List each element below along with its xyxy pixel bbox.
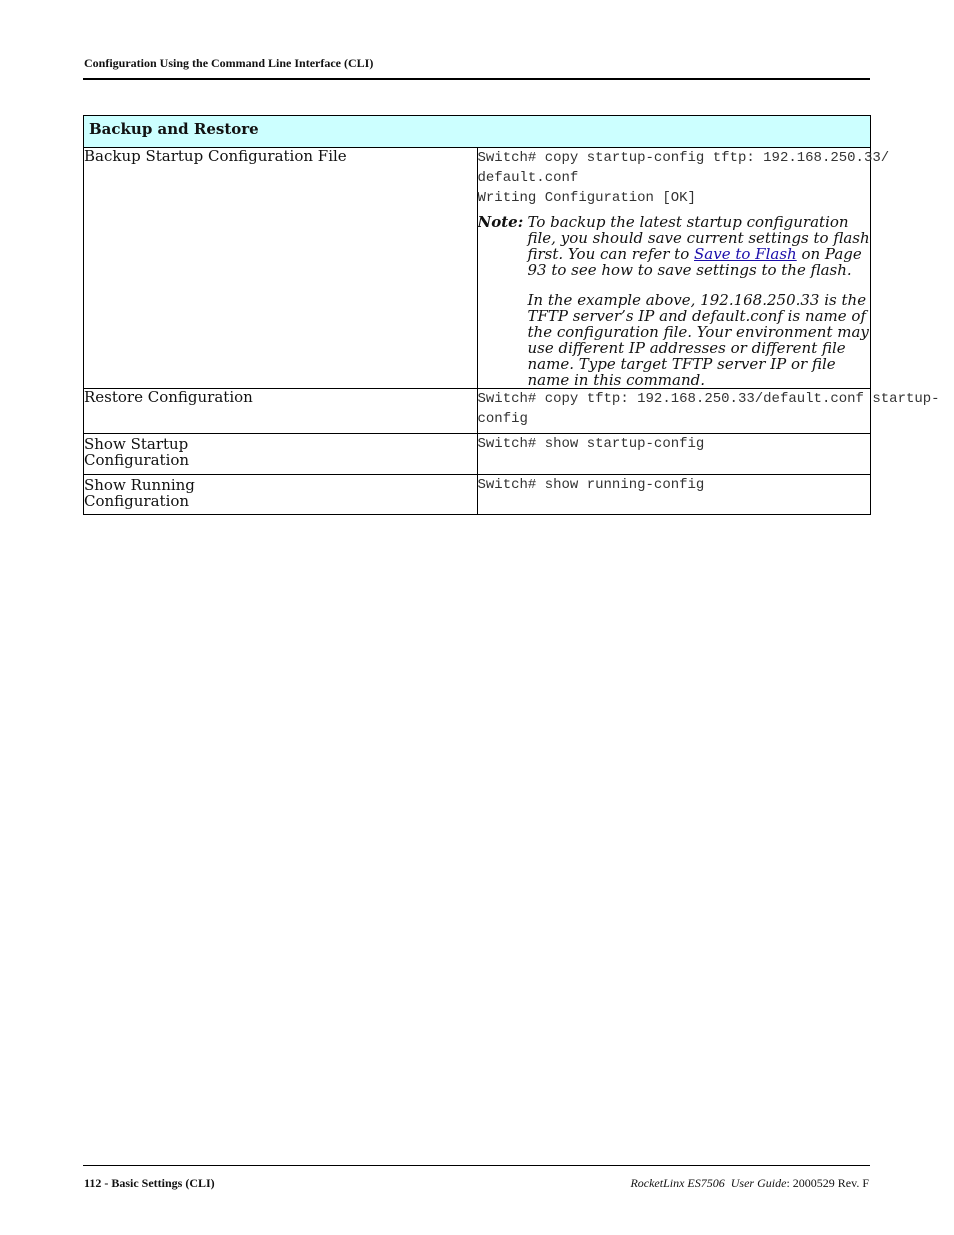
command-cell bbox=[477, 434, 871, 475]
command-cell bbox=[477, 148, 890, 389]
footer-divider bbox=[83, 1165, 870, 1166]
table-title: Backup and Restore bbox=[84, 116, 871, 148]
page-header: Configuration Using the Command Line Interface (CLI) bbox=[84, 56, 374, 70]
note-block bbox=[478, 214, 871, 388]
row-label-show-running bbox=[84, 475, 478, 515]
footer-product: RocketLinx ES7506 bbox=[630, 1176, 725, 1190]
note-body bbox=[528, 214, 871, 388]
row-label-backup: Backup Startup Configuration File bbox=[84, 148, 478, 389]
command-line: Switch# show running-config bbox=[477, 477, 705, 493]
label-line: Configuration bbox=[84, 451, 190, 469]
header-divider bbox=[83, 78, 870, 80]
footer-page-label: 112 - Basic Settings (CLI) bbox=[84, 1176, 215, 1190]
backup-restore-table bbox=[83, 115, 940, 515]
footer-doc-info bbox=[630, 1176, 869, 1191]
command-line: Switch# copy startup-config tftp: 192.168.250.33/ bbox=[477, 150, 890, 166]
command-line: Writing Configuration [OK] bbox=[477, 190, 696, 206]
footer-guide: User Guide bbox=[730, 1176, 787, 1190]
table-row bbox=[84, 434, 871, 475]
table-row bbox=[84, 148, 871, 389]
table-row bbox=[84, 389, 871, 434]
save-to-flash-link[interactable]: Save to Flash bbox=[694, 245, 797, 263]
note-paragraph bbox=[528, 214, 871, 278]
table-row bbox=[84, 475, 871, 515]
label-line: Show Startup bbox=[84, 435, 189, 453]
note-paragraph: In the example above, 192.168.250.33 is the TFTP server’s IP and default.conf is name of the configuration file. Your environment may use different IP addresses or different file name. Type target TFTP server IP or file name in this command. bbox=[527, 291, 869, 389]
command-line: Switch# show startup-config bbox=[477, 436, 705, 452]
note-text: To backup the latest startup configuration file, you should save current settings to flash first. You can refer to bbox=[527, 213, 870, 263]
label-line: Show Running bbox=[84, 476, 195, 494]
command-line: Switch# copy tftp: 192.168.250.33/default.conf startup- bbox=[477, 391, 940, 407]
command-cell bbox=[477, 475, 871, 515]
command-cell bbox=[477, 389, 940, 434]
label-line: Configuration bbox=[84, 492, 190, 510]
footer-docnum: : 2000529 Rev. F bbox=[786, 1176, 869, 1190]
command-line: config bbox=[477, 411, 528, 427]
note-label: Note: bbox=[477, 213, 524, 231]
command-line: default.conf bbox=[477, 170, 579, 186]
row-label-show-startup bbox=[84, 434, 478, 475]
note-text: on Page 93 to see how to save settings to the flash. bbox=[527, 245, 862, 279]
row-label-restore: Restore Configuration bbox=[84, 389, 478, 434]
